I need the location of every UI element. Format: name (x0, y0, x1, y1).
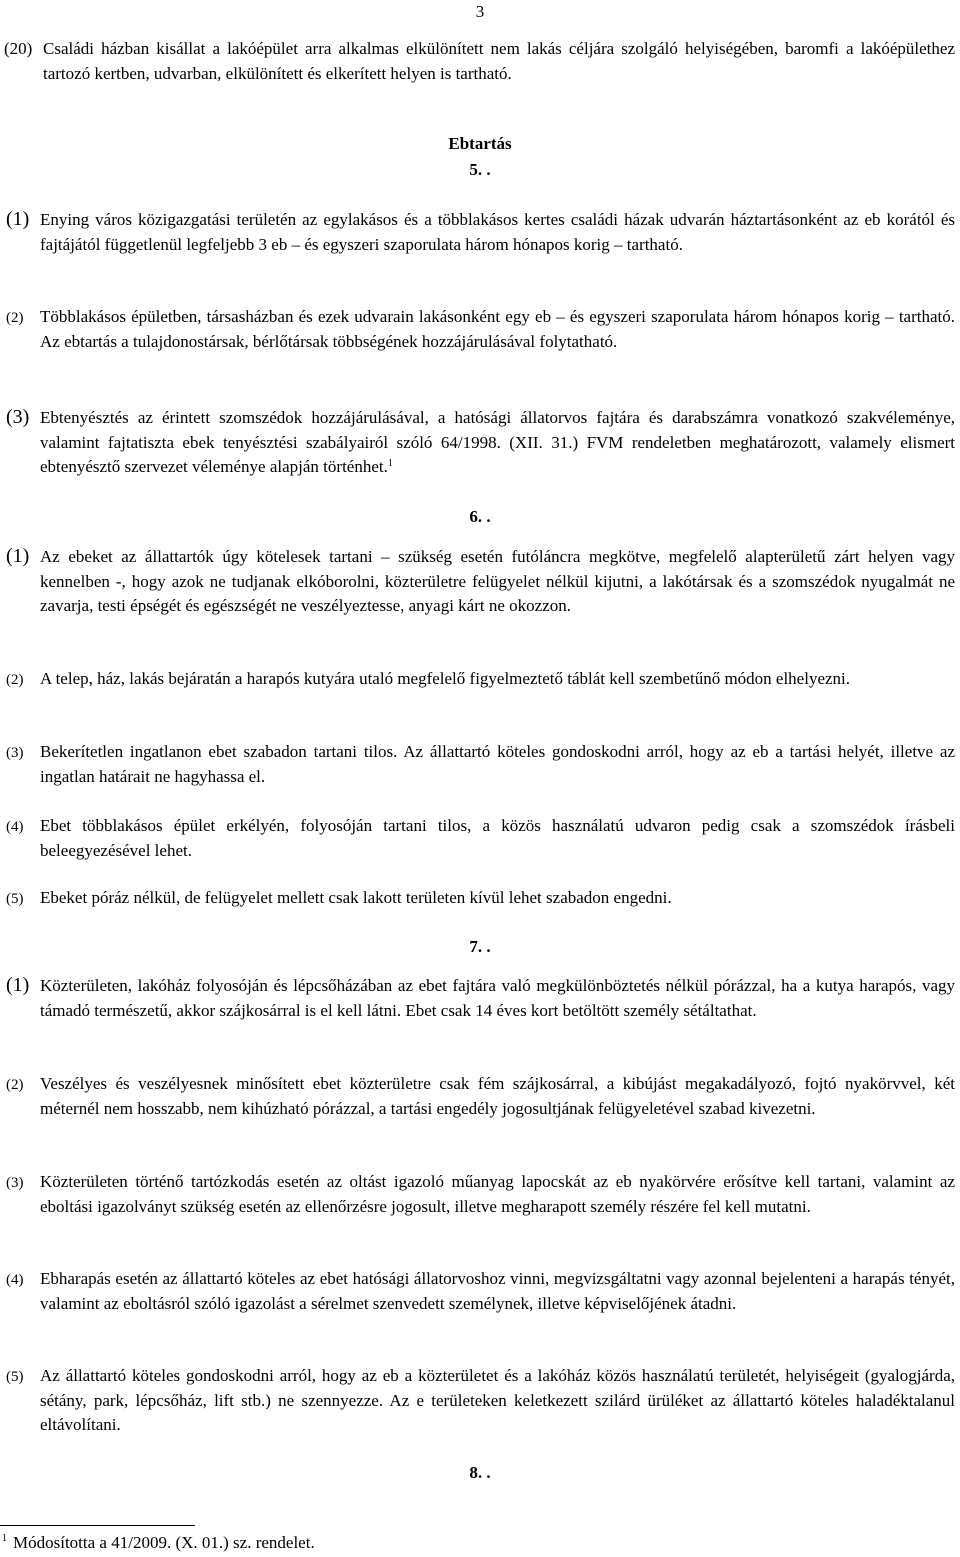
paragraph-text-body: Ebtenyésztés az érintett szomszédok hozzájárulásával, a hatósági állatorvos fajtára és darabszámra vonatkozó szakvéleménye, valamint fajtatiszta ebek tenyésztési szabályairól szóló 64/1998. (XII. 31.) FVM rendeletben meghatározott, valamely elismert ebtenyésztő szervezet véleménye alapján történhet. (40, 408, 955, 477)
section-7-paragraph-5 (0, 1364, 955, 1438)
paragraph-text: Az ebeket az állattartók úgy kötelesek tartani – szükség esetén futóláncra megkötve, megfelelő alapterületű zárt helyen vagy kennelben -, hogy azok ne tudjanak elkóborolni, közterületre felügyelet nélkül kijutni, a lakótársak és a szomszédok nyugalmát ne zavarja, testi épségét és egészségét ne veszélyeztesse, anyagi kárt ne okozzon. (40, 547, 955, 616)
paragraph-text: A telep, ház, lakás bejáratán a harapós kutyára utaló megfelelő figyelmeztető táblát kell szembetűnő módon elhelyezni. (40, 669, 851, 688)
paragraph-number: (2) (6, 1077, 24, 1093)
paragraph-20 (0, 37, 955, 86)
section-5-paragraph-2 (0, 305, 955, 354)
section-title: Ebtartás (448, 134, 512, 153)
section-7-paragraph-2 (0, 1072, 955, 1121)
paragraph-text: Ebet többlakásos épület erkélyén, folyosóján tartani tilos, a közös használatú udvaron pedig csak a szomszédok írásbeli beleegyezésével lehet. (40, 816, 955, 860)
paragraph-number: (3) (6, 745, 24, 761)
section-8-heading: 8. . (469, 1463, 491, 1482)
section-5-heading: 5. . (469, 160, 491, 179)
paragraph-number: (5) (6, 891, 24, 907)
section-7-paragraph-4 (0, 1267, 955, 1316)
footnote-divider (0, 1525, 195, 1526)
paragraph-text: Enying város közigazgatási területén az egylakásos és a többlakásos kertes családi házak udvarán háztartásonként az eb korától és fajtájától függetlenül legfeljebb 3 eb – és egyszeri szaporulata három hónapos korig – tartható. (40, 210, 955, 254)
section-7-paragraph-3 (0, 1170, 955, 1219)
paragraph-text: Veszélyes és veszélyesnek minősített ebet közterületre csak fém szájkosárral, a kibújást megakadályozó, fojtó nyakörvvel, két méternél nem hosszabb, nem kihúzható pórázzal, a tartási engedély jogosultjának felügyeletével szabad kivezetni. (40, 1074, 955, 1118)
paragraph-text: Családi házban kisállat a lakóépület arra alkalmas elkülönített nem lakás céljára szolgáló helyiségében, baromfi a lakóépülethez tartozó kertben, udvarban, elkülönített és elkerített helyen is tartható. (43, 39, 955, 83)
section-6-paragraph-5 (0, 886, 955, 911)
section-6-paragraph-1 (0, 545, 955, 619)
paragraph-text: Közterületen, lakóház folyosóján és lépcsőházában az ebet fajtára való megkülönböztetés nélkül pórázzal, ha a kutya harapós, vagy támadó természetű, akkor szájkosárral is el kell látni. Ebet csak 14 éves kort betöltött személy sétáltathat. (40, 976, 955, 1020)
paragraph-number: (1) (6, 545, 30, 567)
paragraph-text: Többlakásos épületben, társasházban és ezek udvarain lakásonként egy eb – és egyszeri szaporulata három hónapos korig – tartható. Az ebtartás a tulajdonostársak, bérlőtársak többségének hozzájárulásával folytatható. (40, 307, 955, 351)
footnote-mark: 1 (2, 1533, 7, 1544)
paragraph-number: (1) (6, 974, 30, 996)
section-7-heading: 7. . (469, 937, 491, 956)
paragraph-number: (20) (4, 39, 33, 58)
paragraph-text: Ebharapás esetén az állattartó köteles az ebet hatósági állatorvoshoz vinni, megvizsgáltatni vagy azonnal bejelenteni a harapás tényét, valamint az eboltásról szóló igazolást a sérelmet szenvedett személynek, illetve képviselőjének átadni. (40, 1269, 955, 1313)
footnote (2, 1532, 315, 1554)
section-6-paragraph-4 (0, 814, 955, 863)
paragraph-number: (2) (6, 672, 24, 688)
paragraph-text: Közterületen történő tartózkodás esetén az oltást igazoló műanyag lapocskát az eb nyakörvére erősítve kell tartani, valamint az eboltási igazolványt szükség esetén az ellenőrzésre jogosult, illetve megharapott személy részére fel kell mutatni. (40, 1172, 955, 1216)
section-7-paragraph-1 (0, 974, 955, 1023)
paragraph-text: Ebeket póráz nélkül, de felügyelet mellett csak lakott területen kívül lehet szabadon engedni. (40, 888, 672, 907)
section-6-paragraph-3 (0, 740, 955, 789)
paragraph-number: (4) (6, 1272, 24, 1288)
paragraph-number: (4) (6, 819, 24, 835)
section-5-paragraph-3 (0, 406, 955, 480)
section-5-paragraph-1 (0, 208, 955, 257)
paragraph-number: (5) (6, 1369, 24, 1385)
footnote-text: Módosította a 41/2009. (X. 01.) sz. rendelet. (13, 1533, 315, 1552)
paragraph-number: (3) (6, 1175, 24, 1191)
paragraph-text (40, 406, 955, 480)
paragraph-number: (3) (6, 406, 30, 428)
paragraph-text: Az állattartó köteles gondoskodni arról, hogy az eb a közterületet és a lakóház közös használatú területét, helyiségeit (gyalogjárda, sétány, park, lépcsőház, lift stb.) ne szennyezze. Az e területeken keletkezett szilárd ürüléket az állattartó köteles haladéktalanul eltávolítani. (40, 1366, 955, 1435)
section-6-heading: 6. . (469, 507, 491, 526)
section-6-paragraph-2 (0, 667, 955, 692)
paragraph-number: (2) (6, 310, 24, 326)
footnote-reference[interactable]: 1 (387, 458, 393, 470)
page-number: 3 (475, 2, 485, 21)
paragraph-text: Bekerítetlen ingatlanon ebet szabadon tartani tilos. Az állattartó köteles gondoskodni arról, hogy az eb a tartási helyét, illetve az ingatlan határait ne hagyhassa el. (40, 742, 955, 786)
paragraph-number: (1) (6, 208, 30, 230)
